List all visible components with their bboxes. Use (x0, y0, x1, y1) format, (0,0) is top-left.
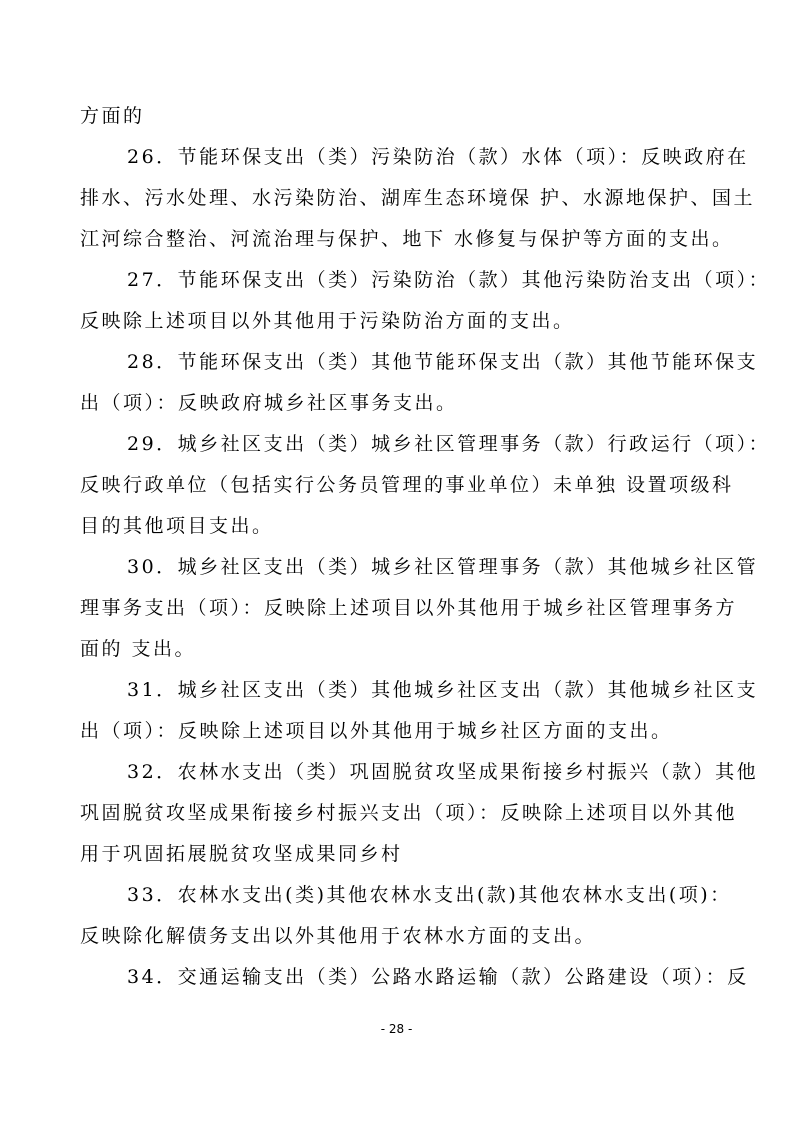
paragraph-27-line: 27．节能环保支出（类）污染防治（款）其他污染防治支出（项）： (127, 269, 771, 291)
text-line: 出（项）：反映政府城乡社区事务支出。 (80, 392, 458, 414)
text-line: 江河综合整治、河流治理与保护、地下 水修复与保护等方面的支出。 (80, 228, 734, 250)
paragraph-31-line: 31．城乡社区支出（类）其他城乡社区支出（款）其他城乡社区支 (127, 679, 759, 701)
page-number: - 28 - (380, 1022, 413, 1036)
paragraph-28-line: 28．节能环保支出（类）其他节能环保支出（款）其他节能环保支 (127, 351, 759, 373)
paragraph-29-line: 29．城乡社区支出（类）城乡社区管理事务（款）行政运行（项）： (127, 433, 771, 455)
paragraph-34-line: 34．交通运输支出（类）公路水路运输（款）公路建设（项）：反 (127, 966, 749, 988)
paragraph-33-line: 33．农林水支出(类)其他农林水支出(款)其他农林水支出(项)： (127, 884, 732, 906)
text-line: 反映行政单位（包括实行公务员管理的事业单位）未单独 设置项级科 (80, 474, 734, 496)
body-text (80, 96, 771, 998)
paragraph-30-line: 30．城乡社区支出（类）城乡社区管理事务（款）其他城乡社区管 (127, 556, 759, 578)
text-line: 反映除上述项目以外其他用于污染防治方面的支出。 (80, 310, 575, 332)
paragraph-26-line: 26．节能环保支出（类）污染防治（款）水体（项）：反映政府在 (127, 146, 749, 168)
text-line: 出（项）：反映除上述项目以外其他用于城乡社区方面的支出。 (80, 720, 673, 742)
text-line: 方面的 (80, 105, 145, 127)
text-line: 排水、污水处理、水污染防治、湖库生态环境保 护、水源地保护、国土 (80, 187, 756, 209)
text-line: 反映除化解债务支出以外其他用于农林水方面的支出。 (80, 925, 597, 947)
text-line: 用于巩固拓展脱贫攻坚成果同乡村 (80, 843, 403, 865)
text-line: 目的其他项目支出。 (80, 515, 274, 537)
text-line: 理事务支出（项）：反映除上述项目以外其他用于城乡社区管理事务方 (80, 597, 738, 619)
text-line: 面的 支出。 (80, 638, 197, 660)
paragraph-32-line: 32．农林水支出（类）巩固脱贫攻坚成果衔接乡村振兴（款）其他 (127, 761, 759, 783)
text-line: 巩固脱贫攻坚成果衔接乡村振兴支出（项）：反映除上述项目以外其他 (80, 802, 738, 824)
